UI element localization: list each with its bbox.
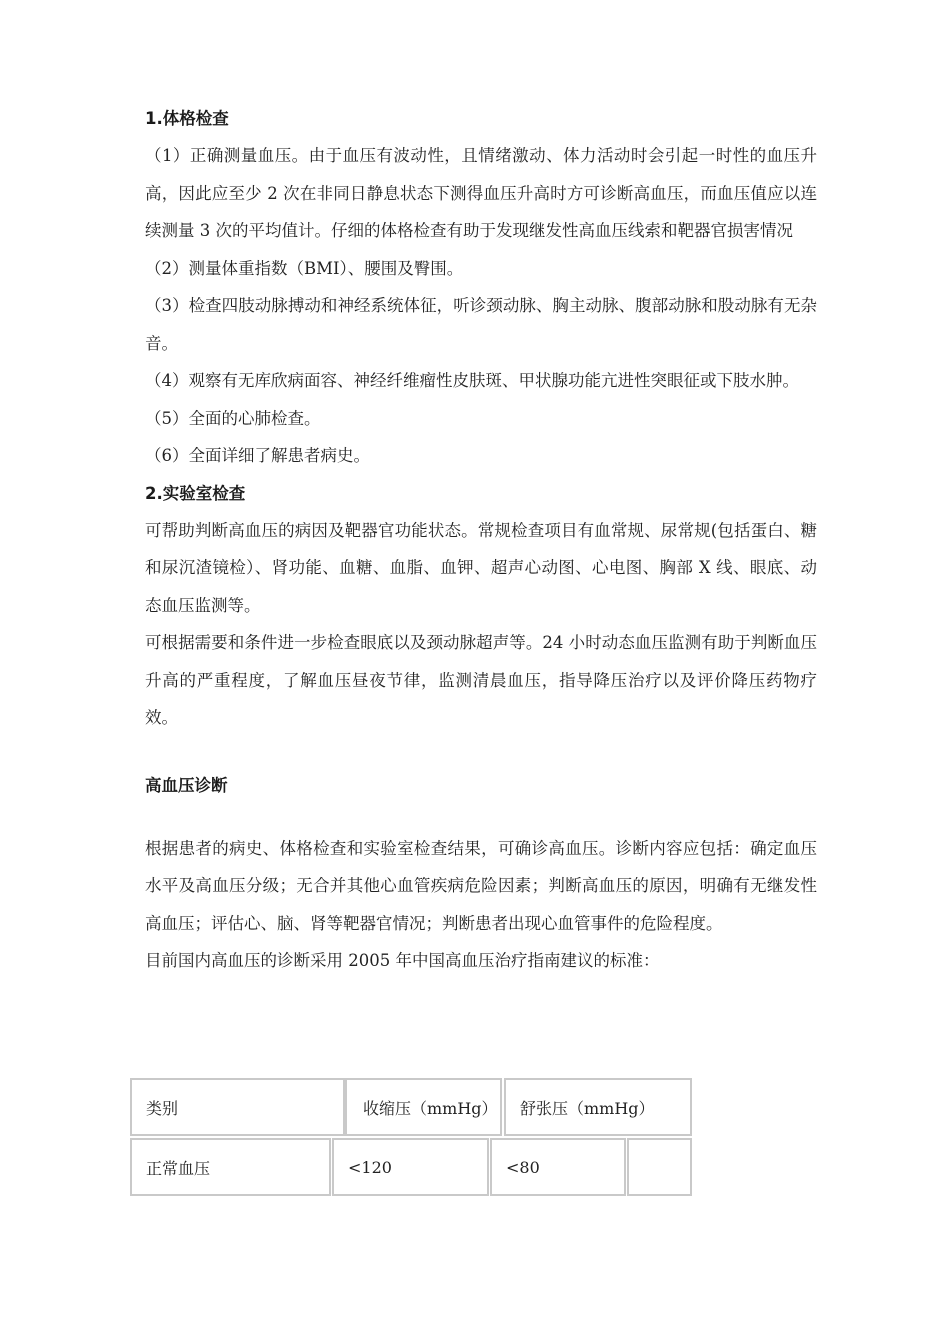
- paragraph: （3）检查四肢动脉搏动和神经系统体征，听诊颈动脉、胸主动脉、腹部动脉和股动脉有无杂音。: [145, 296, 817, 353]
- table-cell: 正常血压: [130, 1138, 331, 1196]
- paragraph: 根据患者的病史、体格检查和实验室检查结果，可确诊高血压。诊断内容应包括：确定血压水平及高血压分级；无合并其他心血管疾病危险因素；判断高血压的原因，明确有无继发性高血压；评估心、脑、肾等靶器官情况；判断患者出现心血管事件的危险程度。: [145, 838, 817, 933]
- blood-pressure-table: [130, 1078, 692, 1196]
- paragraph: （2）测量体重指数（BMI）、腰围及臀围。: [145, 258, 464, 278]
- table-header-cell: 舒张压（mmHg）: [504, 1078, 692, 1136]
- section-heading-diagnosis: 高血压诊断: [145, 775, 228, 795]
- spacer: [145, 804, 817, 830]
- section-heading-physical-exam: 1.体格检查: [145, 109, 229, 128]
- paragraph: 可根据需要和条件进一步检查眼底以及颈动脉超声等。24 小时动态血压监测有助于判断血压升高的严重程度，了解血压昼夜节律，监测清晨血压，指导降压治疗以及评价降压药物疗效。: [145, 633, 817, 727]
- paragraph: （1）正确测量血压。由于血压有波动性，且情绪激动、体力活动时会引起一时性的血压升高，因此应至少 2 次在非同日静息状态下测得血压升高时方可诊断高血压，而血压值应以连续测量 3 次的平均值计。仔细的体格检查有助于发现继发性高血压线索和靶器官损害情况: [145, 146, 817, 240]
- table-header-cell: 类别: [130, 1078, 345, 1136]
- paragraph: （5）全面的心肺检查。: [145, 408, 321, 428]
- table-cell: <120: [332, 1138, 489, 1196]
- paragraph: （6）全面详细了解患者病史。: [145, 446, 370, 465]
- table-cell: <80: [490, 1138, 626, 1196]
- paragraph: 可帮助判断高血压的病因及靶器官功能状态。常规检查项目有血常规、尿常规(包括蛋白、糖和尿沉渣镜检）、肾功能、血糖、血脂、血钾、超声心动图、心电图、胸部 X 线、眼底、动态血压监测等。: [145, 520, 817, 615]
- table-cell: [627, 1138, 692, 1196]
- section-heading-lab-exam: 2.实验室检查: [145, 483, 246, 503]
- document-body: [145, 100, 817, 980]
- paragraph: 目前国内高血压的诊断采用 2005 年中国高血压治疗指南建议的标准：: [145, 951, 660, 970]
- spacer: [145, 737, 817, 767]
- paragraph: （4）观察有无库欣病面容、神经纤维瘤性皮肤斑、甲状腺功能亢进性突眼征或下肢水肿。: [145, 371, 799, 390]
- table-header-cell: 收缩压（mmHg）: [345, 1078, 502, 1136]
